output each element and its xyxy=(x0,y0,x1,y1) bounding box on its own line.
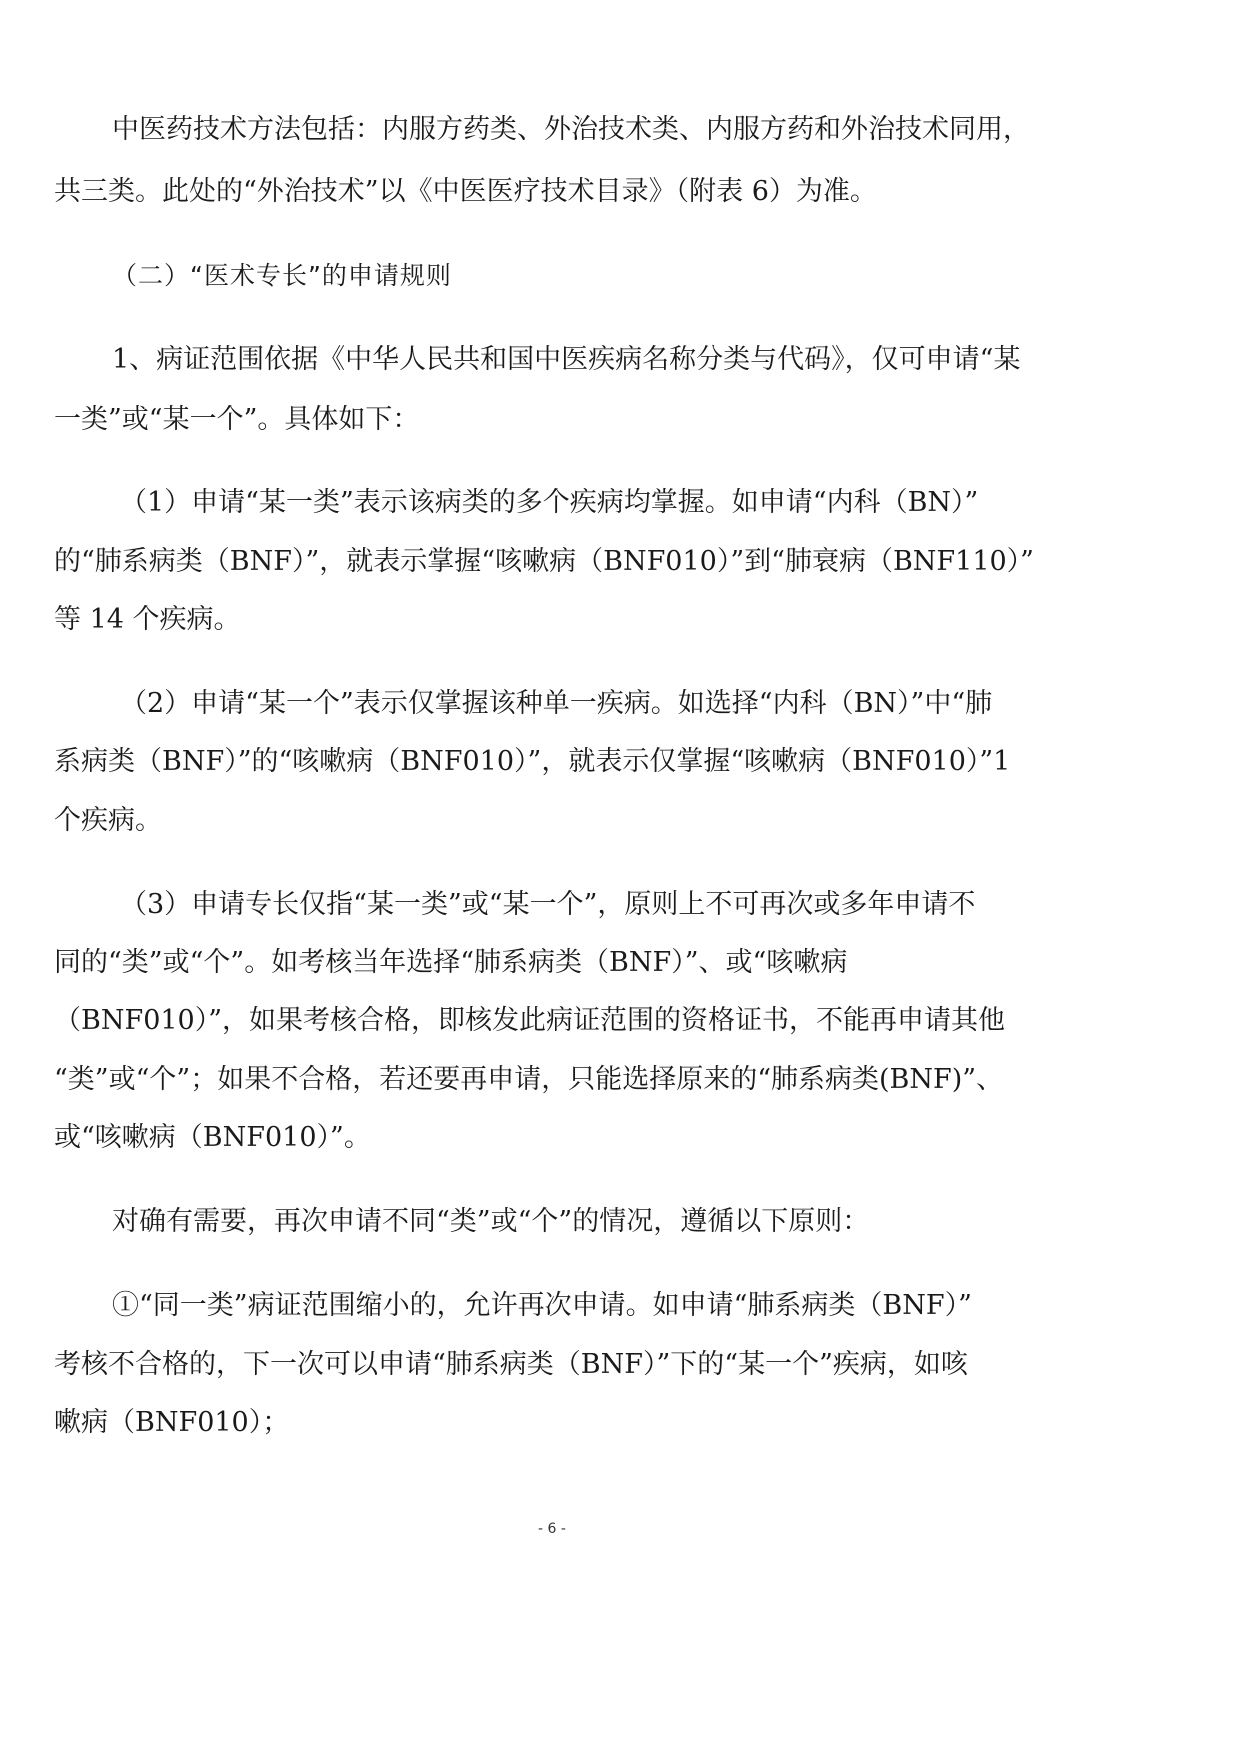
section-heading: （二）“医术专长”的申请规则 xyxy=(112,261,452,290)
item-1-line-1: （1）申请“某一类”表示该病类的多个疾病均掌握。如申请“内科（BN）” xyxy=(120,487,979,518)
reapply-intro: 对确有需要，再次申请不同“类”或“个”的情况，遵循以下原则： xyxy=(112,1206,870,1237)
paragraph-methods-line-2: 共三类。此处的“外治技术”以《中医医疗技术目录》（附表 6）为准。 xyxy=(54,176,877,207)
item-3-line-3: （BNF010）”，如果考核合格，即核发此病证范围的资格证书，不能再申请其他 xyxy=(54,1005,1006,1036)
item-3-line-4: “类”或“个”；如果不合格，若还要再申请，只能选择原来的“肺系病类(BNF)”、 xyxy=(54,1064,1004,1095)
item-2-line-2: 系病类（BNF）”的“咳嗽病（BNF010）”，就表示仅掌握“咳嗽病（BNF010）”1 xyxy=(54,746,1011,777)
principle-1-line-2: 考核不合格的，下一次可以申请“肺系病类（BNF）”下的“某一个”疾病，如咳 xyxy=(54,1349,968,1380)
item-2-line-3: 个疾病。 xyxy=(54,805,162,836)
page-number: - 6 - xyxy=(538,1521,566,1537)
item-1-line-3: 等 14 个疾病。 xyxy=(54,604,241,635)
item-3-line-1: （3）申请专长仅指“某一类”或“某一个”，原则上不可再次或多年申请不 xyxy=(120,889,976,920)
principle-1-line-3: 嗽病（BNF010）； xyxy=(54,1407,290,1438)
rule-1-line-1: 1、病证范围依据《中华人民共和国中医疾病名称分类与代码》，仅可申请“某 xyxy=(112,344,1021,375)
principle-1-line-1: ①“同一类”病证范围缩小的，允许再次申请。如申请“肺系病类（BNF）” xyxy=(112,1290,972,1321)
item-1-line-2: 的“肺系病类（BNF）”，就表示掌握“咳嗽病（BNF010）”到“肺衰病（BNF110）” xyxy=(54,546,1034,577)
item-2-line-1: （2）申请“某一个”表示仅掌握该种单一疾病。如选择“内科（BN）”中“肺 xyxy=(120,688,993,719)
item-3-line-5: 或“咳嗽病（BNF010）”。 xyxy=(54,1122,371,1153)
item-3-line-2: 同的“类”或“个”。如考核当年选择“肺系病类（BNF）”、或“咳嗽病 xyxy=(54,947,848,978)
paragraph-methods-line-1: 中医药技术方法包括：内服方药类、外治技术类、内服方药和外治技术同用， xyxy=(112,114,1030,145)
rule-1-line-2: 一类”或“某一个”。具体如下： xyxy=(54,404,420,435)
